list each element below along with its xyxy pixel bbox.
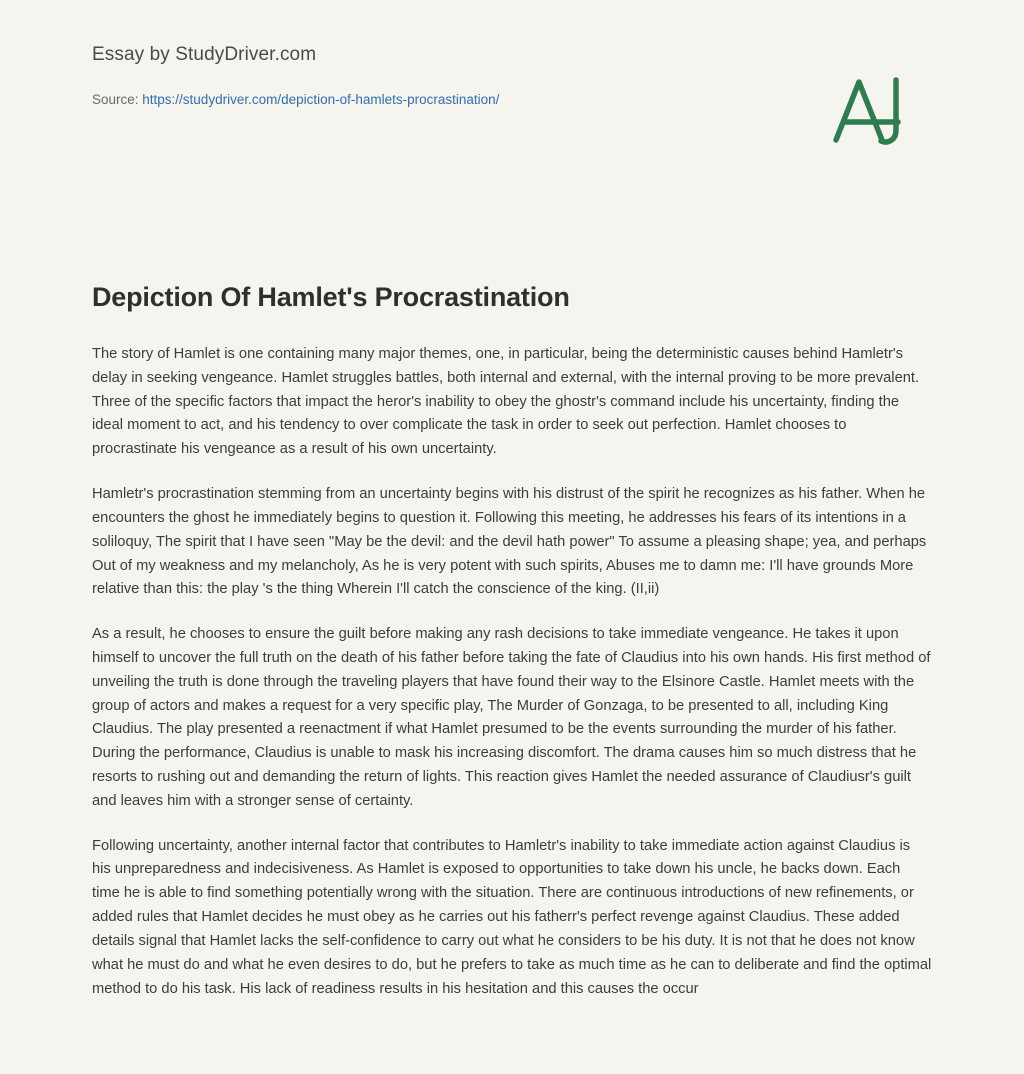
source-line [92,92,932,107]
article-paragraph: The story of Hamlet is one containing many major themes, one, in particular, being the deterministic causes behind Hamletr's delay in seeking vengeance. Hamlet struggles battles, both internal and external, with the internal proving to be more prevalent. Three of the specific factors that impact the heror's inability to obey the ghostr's command include his uncertainty, finding the ideal moment to act, and his tendency to over complicate the task in order to seek out perfection. Hamlet chooses to procrastinate his vengeance as a result of his own uncertainty. [92,346,920,458]
article-paragraph: Following uncertainty, another internal factor that contributes to Hamletr's inability to take immediate action against Claudius is his unpreparedness and indecisiveness. As Hamlet is exposed to opportunities to take down his uncle, he backs down. Each time he is able to find something potentially wrong with the situation. There are continuous introductions of new refinements, or added rules that Hamlet decides he must obey as he carries out his fatherr's perfect revenge against Claudius. These added details signal that Hamlet lacks the self-confidence to carry out what he considers to be his duty. It is not that he does not know what he must do and what he even desires to do, but he prefers to take as much time as he can to deliberate and find the optimal method to do his task. His lack of readiness results in his hesitation and this causes the occur [92,837,932,997]
essay-byline [92,44,932,66]
article-paragraph: Hamletr's procrastination stemming from an uncertainty begins with his distrust of the spirit he recognizes as his father. When he encounters the ghost he immediately begins to question it. Following this meeting, he addresses his fears of its intentions in a soliloquy, The spirit that I have seen "May be the devil: and the devil hath power" To assume a pleasing shape; yea, and perhaps Out of my weakness and my melancholy, As he is very potent with such spirits, Abuses me to damn me: I'll have grounds More relative than this: the play 's the thing Wherein I'll catch the conscience of the king. (II,ii) [92,486,927,598]
article-body [92,343,932,1001]
article-paragraph: As a result, he chooses to ensure the guilt before making any rash decisions to take immediate vengeance. He takes it upon himself to uncover the full truth on the death of his father before taking the fate of Claudius into his own hands. His first method of unveiling the truth is done through the traveling players that have found their way to the Elsinore Castle. Hamlet meets with the group of actors and makes a request for a very specific play, The Murder of Gonzaga, to be presented to all, including King Claudius. The play presented a reenactment if what Hamlet presumed to be the events surrounding the murder of his father. During the performance, Claudius is unable to mask his increasing discomfort. The drama causes him so much distress that he resorts to rushing out and demanding the return of lights. This reaction gives Hamlet the needed assurance of Claudiusr's guilt and leaves him with a stronger sense of certainty. [92,626,931,809]
source-label: Source: [92,92,143,107]
document-header [92,44,932,164]
byline-prefix: Essay by [92,44,176,65]
studydriver-logo-icon [826,66,922,156]
brand-name: StudyDriver.com [175,44,317,65]
source-url-link[interactable]: https://studydriver.com/depiction-of-hamlets-procrastination/ [142,92,500,107]
page-title: Depiction Of Hamlet's Procrastination [92,282,570,312]
